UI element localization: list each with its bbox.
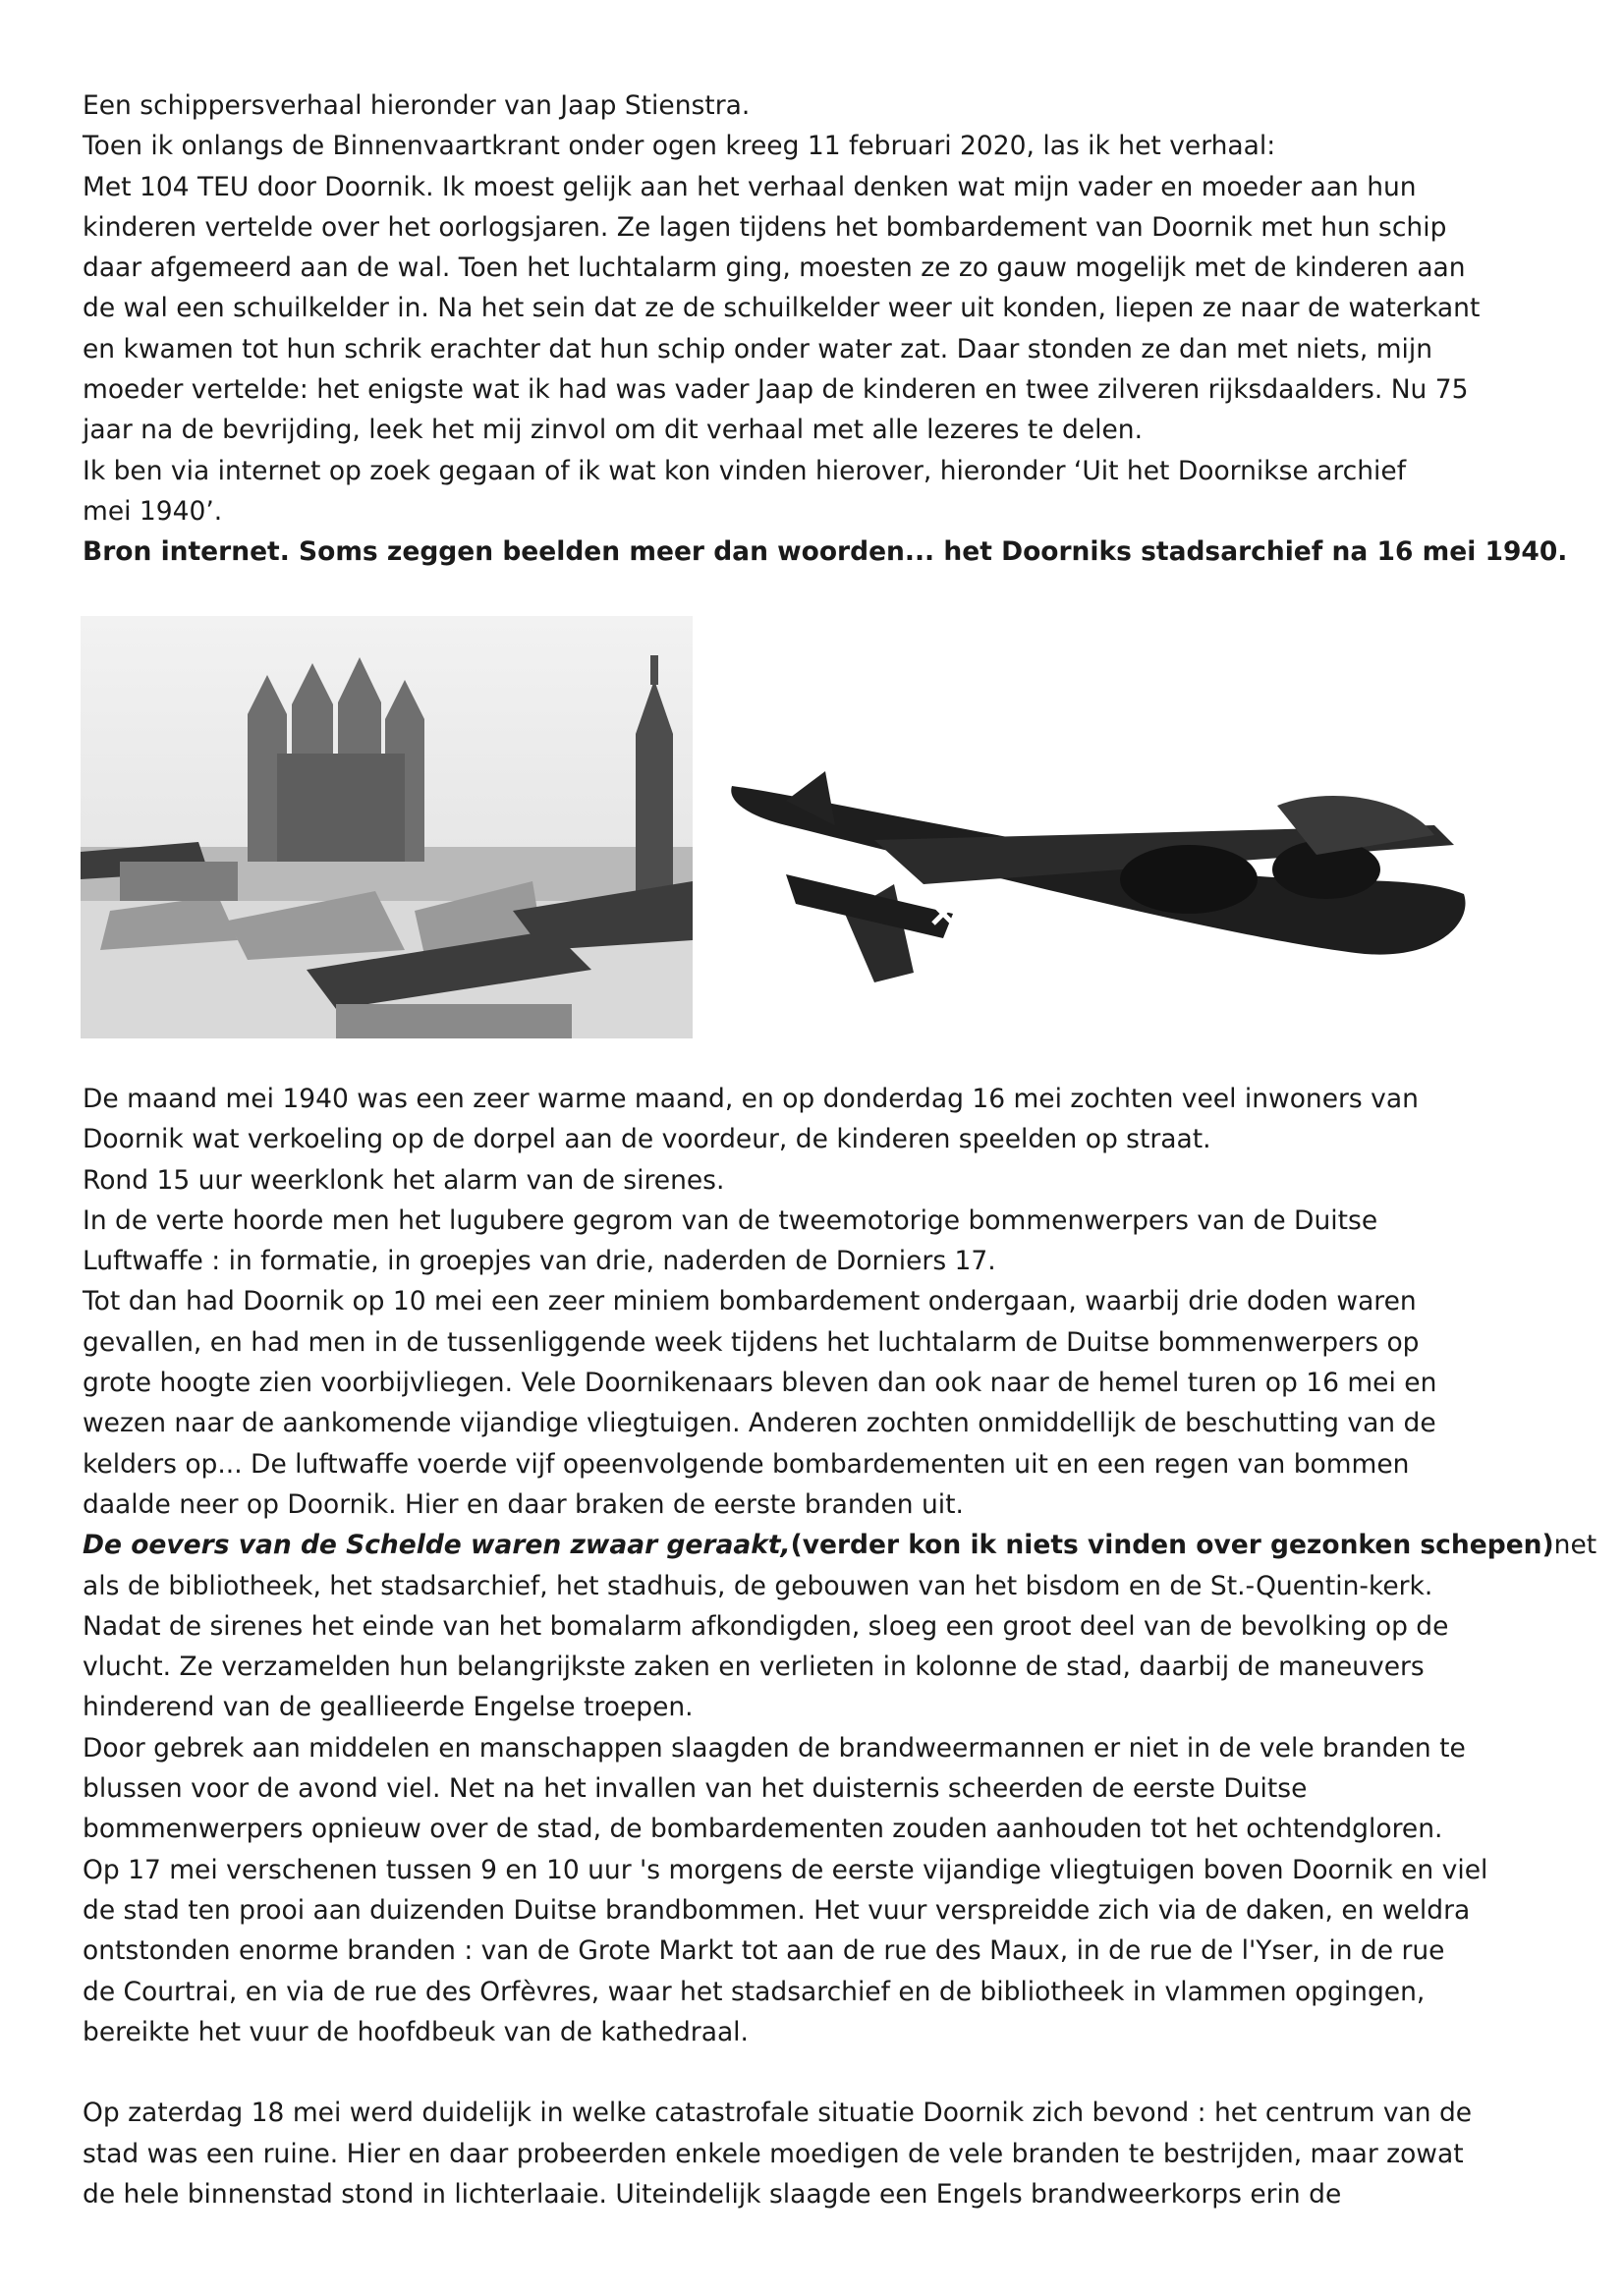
intro-line: kinderen vertelde over het oorlogsjaren. Ze lagen tijdens het bombardement van Doornik met hun schip <box>83 211 1447 243</box>
intro-line: en kwamen tot hun schrik erachter dat hun schip onder water zat. Daar stonden ze dan met niets, mijn <box>83 333 1433 364</box>
intro-line: daar afgemeerd aan de wal. Toen het luchtalarm ging, moesten ze zo gauw mogelijk met de kinderen aan <box>83 252 1466 284</box>
body-line: Doornik wat verkoeling op de dorpel aan de voordeur, de kinderen speelden op straat. <box>83 1124 1211 1155</box>
body-line: als de bibliotheek, het stadsarchief, het stadhuis, de gebouwen van het bisdom en de St.-Quentin-kerk. <box>83 1570 1433 1601</box>
body-line: bereikte het vuur de hoofdbeuk van de kathedraal. <box>83 2016 749 2047</box>
body-line: ontstonden enorme branden : van de Grote Markt tot aan de rue des Maux, in de rue de l'Yser, in de rue <box>83 1935 1445 1967</box>
body-line: bommenwerpers opnieuw over de stad, de bombardementen zouden aanhouden tot het ochtendgloren. <box>83 1814 1443 1845</box>
intro-line: Een schippersverhaal hieronder van Jaap Stienstra. <box>83 90 751 121</box>
body-line: wezen naar de aankomende vijandige vliegtuigen. Anderen zochten onmiddellijk de beschutting van de <box>83 1408 1436 1439</box>
intro-section <box>83 85 1568 573</box>
schelde-normal-text: net <box>1553 1530 1597 1561</box>
intro-line: mei 1940’. <box>83 495 223 527</box>
body-line: Op zaterdag 18 mei werd duidelijk in welke catastrofale situatie Doornik zich bevond : het centrum van de <box>83 2098 1473 2129</box>
body-line: stad was een ruine. Hier en daar probeerden enkele moedigen de vele branden te bestrijden, maar zowat <box>83 2138 1464 2169</box>
body-line: de hele binnenstad stond in lichterlaaie. Uiteindelijk slaagde een Engels brandweerkorps erin de <box>83 2179 1342 2211</box>
schelde-italic-text: De oevers van de Schelde waren zwaar geraakt, <box>83 1530 791 1561</box>
intro-line: Toen ik onlangs de Binnenvaartkrant onder ogen kreeg 11 februari 2020, las ik het verhaal: <box>83 131 1276 162</box>
schelde-line <box>83 1525 1597 1565</box>
body-line: Rond 15 uur weerklonk het alarm van de sirenes. <box>83 1164 725 1196</box>
intro-line: moeder vertelde: het enigste wat ik had was vader Jaap de kinderen en twee zilveren rijksdaalders. Nu 75 <box>83 374 1469 406</box>
body-line: vlucht. Ze verzamelden hun belangrijkste zaken en verlieten in kolonne de stad, daarbij de maneuvers <box>83 1652 1425 1683</box>
body-line: de stad ten prooi aan duizenden Duitse brandbommen. Het vuur verspreidde zich via de daken, en weldra <box>83 1894 1471 1926</box>
body-line: hinderend van de geallieerde Engelse troepen. <box>83 1692 694 1723</box>
body-line: In de verte hoorde men het lugubere gegrom van de tweemotorige bommenwerpers van de Duitse <box>83 1204 1378 1236</box>
dornier-do17-bomber-photo <box>727 766 1474 1002</box>
body-line: Nadat de sirenes het einde van het bomalarm afkondigden, sloeg een groot deel van de bevolking op de <box>83 1610 1449 1642</box>
body-line: Tot dan had Doornik op 10 mei een zeer miniem bombardement ondergaan, waarbij drie doden waren <box>83 1286 1417 1317</box>
intro-line: de wal een schuilkelder in. Na het sein dat ze de schuilkelder weer uit konden, liepen ze naar de waterkant <box>83 293 1481 324</box>
body-line: Op 17 mei verschenen tussen 9 en 10 uur 's morgens de eerste vijandige vliegtuigen boven Doornik en viel <box>83 1854 1488 1885</box>
body-line: grote hoogte zien voorbijvliegen. Vele Doornikenaars bleven dan ook naar de hemel turen op 16 mei en <box>83 1368 1437 1399</box>
tournai-cathedral-ruins-photo <box>81 616 693 1038</box>
body-section <box>83 1079 1597 2214</box>
schelde-bold-note: (verder kon ik niets vinden over gezonken schepen) <box>790 1530 1554 1561</box>
body-line: De maand mei 1940 was een zeer warme maand, en op donderdag 16 mei zochten veel inwoners van <box>83 1084 1419 1114</box>
body-line: kelders op... De luftwaffe voerde vijf opeenvolgende bombardementen uit en een regen van bommen <box>83 1448 1410 1480</box>
body-line: Door gebrek aan middelen en manschappen slaagden de brandweermannen er niet in de vele branden te <box>83 1732 1466 1764</box>
paragraph-gap <box>83 2052 1537 2093</box>
body-line: Luftwaffe : in formatie, in groepjes van drie, naderden de Dorniers 17. <box>83 1246 996 1277</box>
intro-line: Ik ben via internet op zoek gegaan of ik wat kon vinden hierover, hieronder ‘Uit het Doornikse archief <box>83 455 1407 486</box>
body-line: daalde neer op Doornik. Hier en daar braken de eerste branden uit. <box>83 1488 964 1520</box>
source-heading: Bron internet. Soms zeggen beelden meer dan woorden... het Doorniks stadsarchief na 16 mei 1940. <box>83 536 1568 568</box>
body-line: de Courtrai, en via de rue des Orfèvres, waar het stadsarchief en de bibliotheek in vlammen opgingen, <box>83 1976 1426 2007</box>
body-line: gevallen, en had men in de tussenliggende week tijdens het luchtalarm de Duitse bommenwerpers op <box>83 1326 1420 1358</box>
body-line: blussen voor de avond viel. Net na het invallen van het duisternis scheerden de eerste Duitse <box>83 1773 1308 1805</box>
intro-line: Met 104 TEU door Doornik. Ik moest gelijk aan het verhaal denken wat mijn vader en moeder aan hun <box>83 171 1417 202</box>
intro-line: jaar na de bevrijding, leek het mij zinvol om dit verhaal met alle lezeres te delen. <box>83 415 1144 446</box>
